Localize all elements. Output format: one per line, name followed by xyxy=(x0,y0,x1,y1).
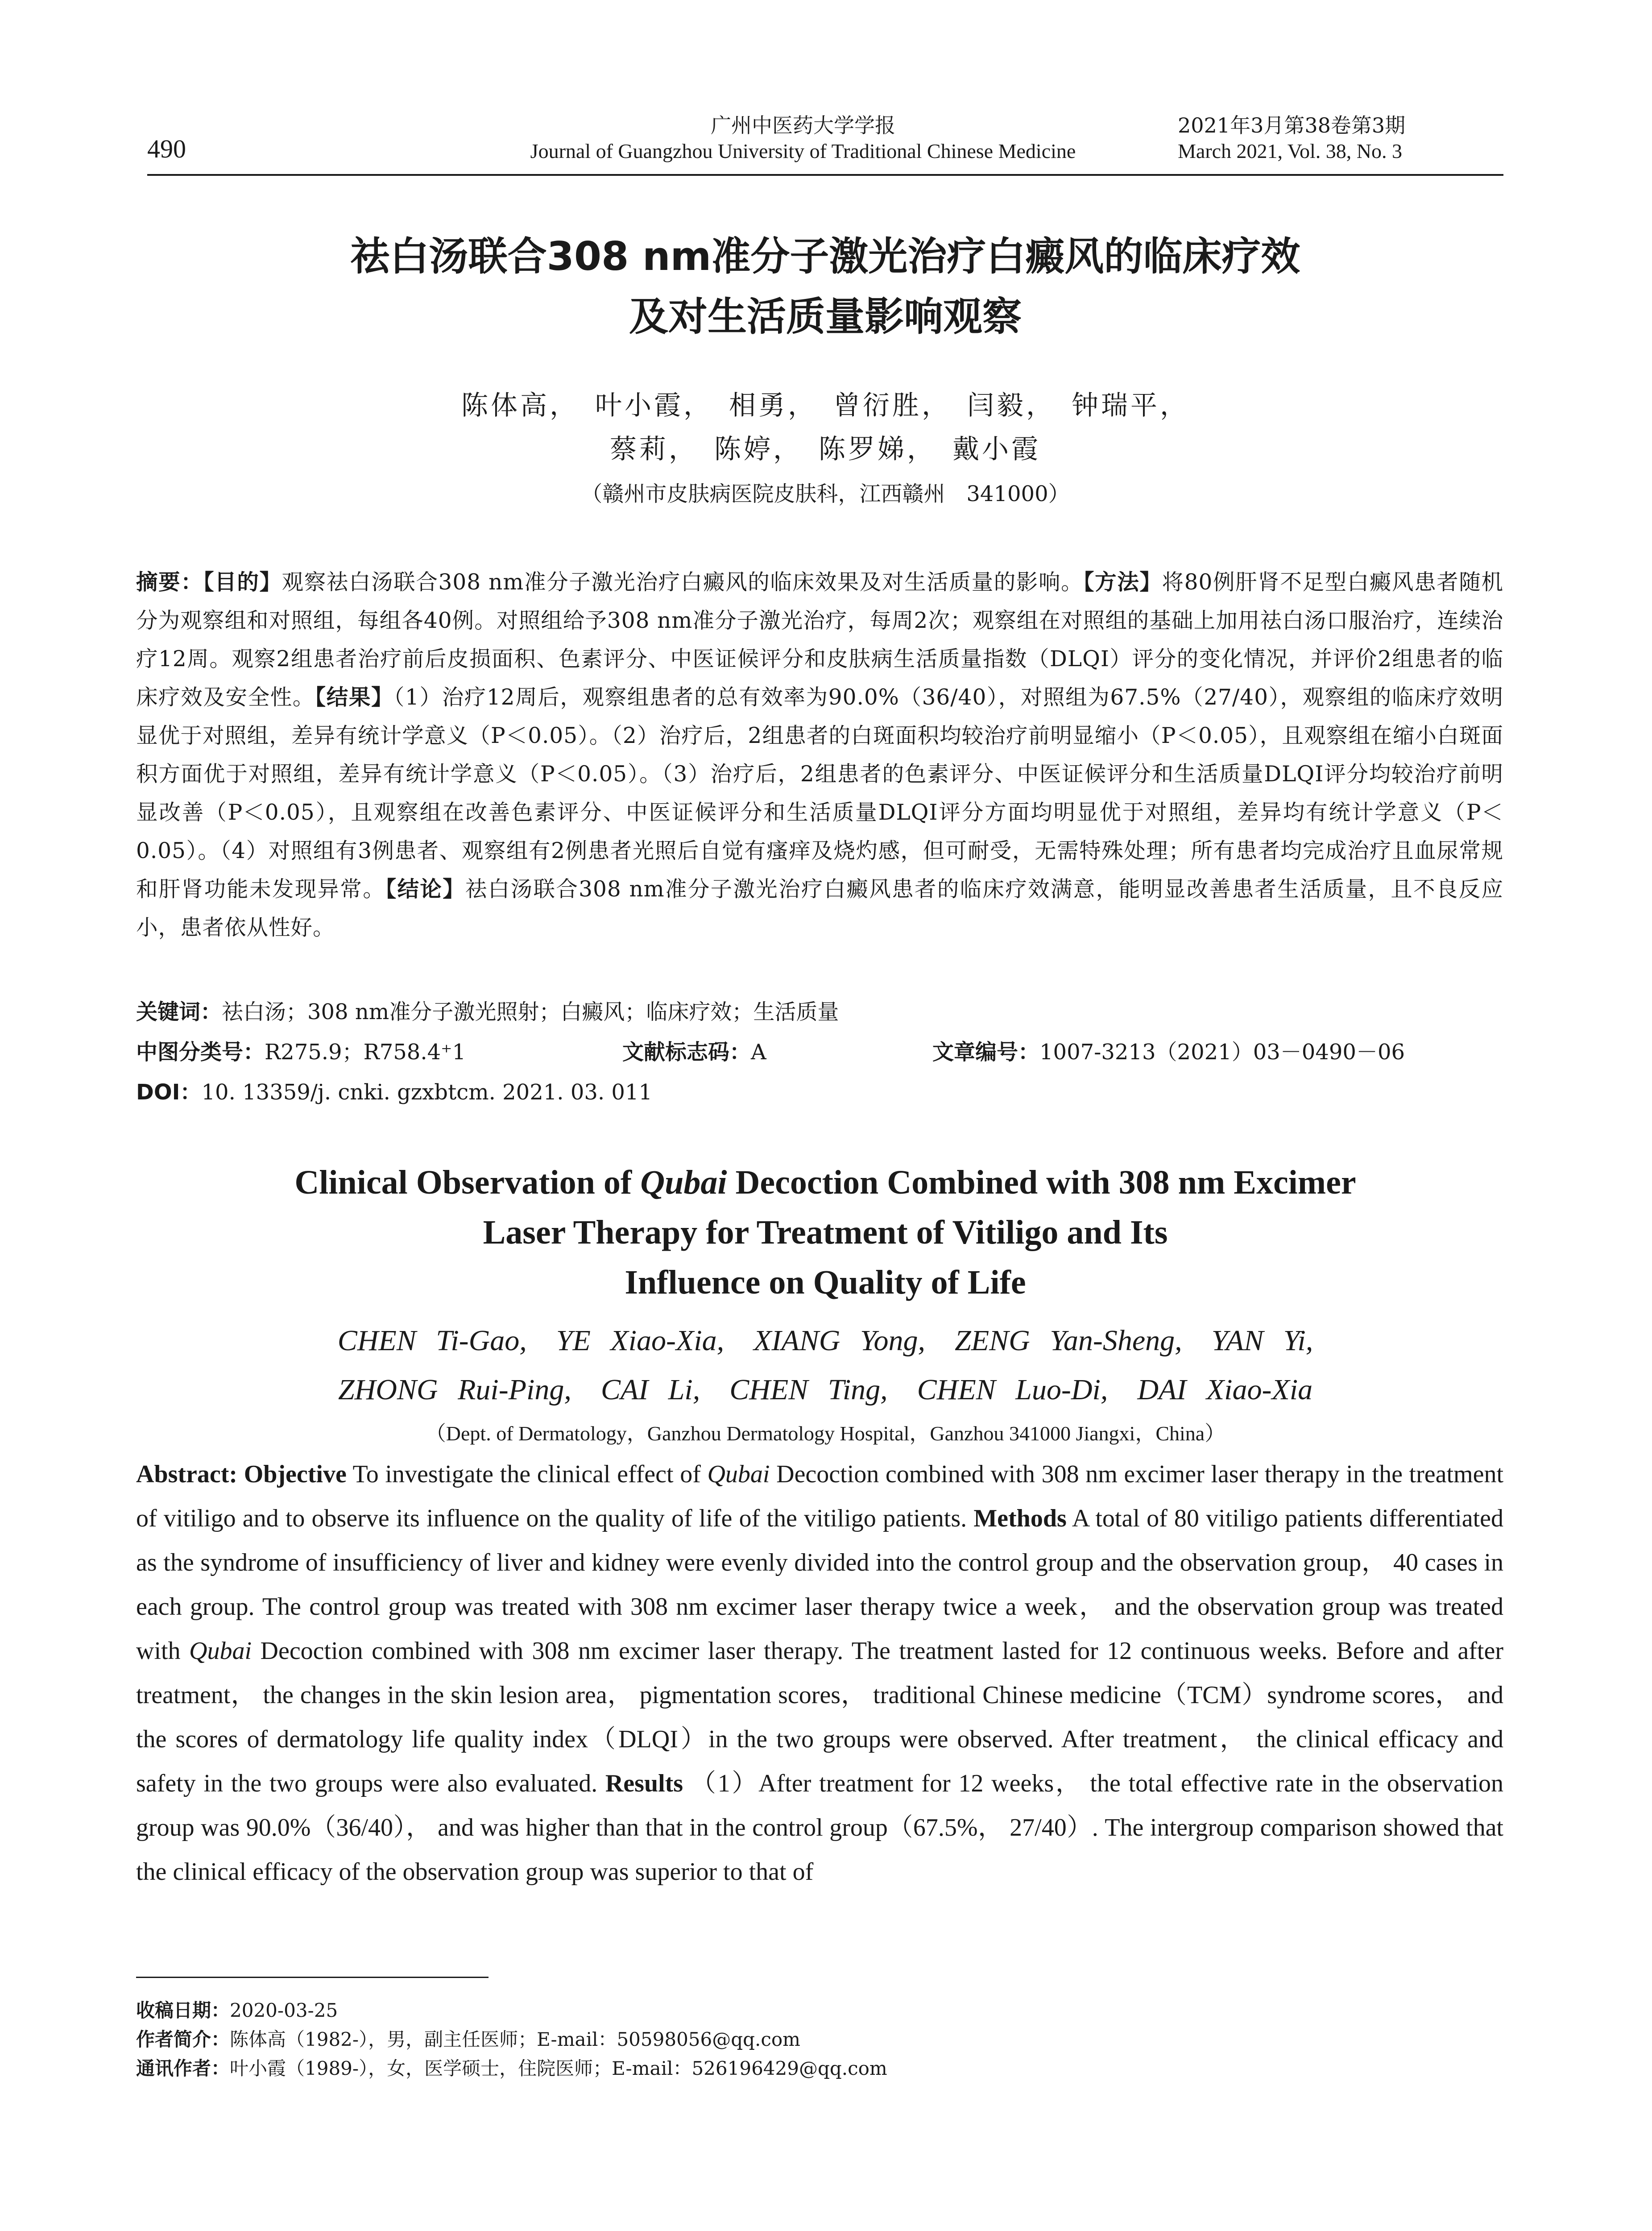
title-en-part: Clinical Observation of xyxy=(294,1164,641,1201)
methods-en-text: A total of 80 vitiligo patients differentiated as the syndrome of insufficiency of liver and kidney were evenly divided into the control group and the observation group， 40 cases in each group. The control group was treated with 308 nm excimer laser therapy twice a week， and the observation group was treated with xyxy=(136,1505,1503,1665)
corresponding-text: 叶小霞（1989-），女，医学硕士，住院医师；E-mail：526196429@qq.com xyxy=(230,2057,887,2079)
abstract-cn xyxy=(136,563,1503,947)
results-cn-label: 【结果】 xyxy=(315,685,394,710)
article-title-cn-line1: 祛白汤联合308 nm准分子激光治疗白癜风的临床疗效 xyxy=(350,233,1300,279)
doc-code-line xyxy=(622,1034,766,1070)
title-en-part: Decoction Combined with 308 nm Excimer xyxy=(727,1164,1356,1201)
article-number-value: 1007-3213（2021）03－0490－06 xyxy=(1039,1040,1405,1065)
footnote-corresponding xyxy=(136,2055,887,2082)
footnote-received xyxy=(136,1997,338,2024)
clc-line xyxy=(136,1034,466,1070)
objective-en-text: To investigate the clinical effect of xyxy=(346,1460,708,1488)
clc-label: 中图分类号： xyxy=(136,1040,265,1065)
doc-code-value: A xyxy=(751,1040,766,1065)
article-title-en-line3: Influence on Quality of Life xyxy=(625,1264,1026,1301)
journal-title-en: Journal of Guangzhou University of Traditional Chinese Medicine xyxy=(530,140,1076,162)
issue-info-en: March 2021, Vol. 38, No. 3 xyxy=(1178,140,1403,162)
article-number-line xyxy=(932,1034,1405,1070)
article-number-label: 文章编号： xyxy=(932,1040,1040,1065)
title-en-qubai: Qubai xyxy=(640,1164,727,1201)
affiliation-en: （Dept. of Dermatology，Ganzhou Dermatology Hospital，Ganzhou 341000 Jiangxi，China） xyxy=(425,1422,1226,1445)
objective-cn-text: 观察祛白汤联合308 nm准分子激光治疗白癜风的临床效果及对生活质量的影响。 xyxy=(282,570,1084,595)
received-label: 收稿日期： xyxy=(136,1999,230,2021)
keywords-label: 关键词： xyxy=(136,999,222,1024)
doi-line xyxy=(136,1074,652,1110)
footnote-author xyxy=(136,2026,800,2053)
issue-info-cn: 2021年3月第38卷第3期 xyxy=(1178,113,1406,137)
abstract-en-label: Abstract: xyxy=(136,1460,238,1488)
affiliation-cn: （赣州市皮肤病医院皮肤科，江西赣州 341000） xyxy=(581,481,1070,506)
abstract-cn-label: 摘要： xyxy=(136,570,203,595)
objective-en-text: Decoction combined with 308 nm excimer laser therapy in the treatment of vitiligo and to observe its influence on the quality of life of the vitiligo patients. xyxy=(136,1460,1504,1532)
results-en-text: （1）After treatment for 12 weeks， the total effective rate in the observation group was 90.0%（36/40）， and was higher than that in the control group（67.5%， 27/40）. The intergroup comparison showed that the clinical efficacy of the observation group was superior to that of xyxy=(136,1770,1503,1886)
methods-cn-text: 将80例肝肾不足型白癜风患者随机分为观察组和对照组，每组各40例。对照组给予308 nm准分子激光治疗，每周2次；观察组在对照组的基础上加用祛白汤口服治疗，连续治疗12周。观察2组患者治疗前后皮损面积、色素评分、中医证候评分和皮肤病生活质量指数（DLQI）评分的变化情况，并评价2组患者的临床疗效及安全性。 xyxy=(136,570,1503,710)
article-title-cn-line2: 及对生活质量影响观察 xyxy=(629,294,1022,340)
qubai-term: Qubai xyxy=(707,1460,770,1488)
conclusion-cn-text: 祛白汤联合308 nm准分子激光治疗白癜风患者的临床疗效满意，能明显改善患者生活质量，且不良反应小，患者依从性好。 xyxy=(136,877,1503,940)
methods-en-label: Methods xyxy=(973,1505,1067,1532)
clc-value: R275.9；R758.4⁺1 xyxy=(265,1040,466,1065)
doi-value: 10. 13359/j. cnki. gzxbtcm. 2021. 03. 011 xyxy=(201,1080,653,1105)
author-bio-label: 作者简介： xyxy=(136,2028,230,2050)
corresponding-label: 通讯作者： xyxy=(136,2057,230,2079)
objective-en-label: Objective xyxy=(244,1460,347,1488)
received-date: 2020-03-25 xyxy=(230,1999,338,2021)
abstract-en xyxy=(136,1452,1503,1894)
doi-label: DOI： xyxy=(136,1080,202,1105)
qubai-term: Qubai xyxy=(189,1637,252,1665)
doc-code-label: 文献标志码： xyxy=(622,1040,751,1065)
authors-cn-line1: 陈体高， 叶小霞， 相勇， 曾衍胜， 闫毅， 钟瑞平， xyxy=(461,390,1189,421)
results-en-label: Results xyxy=(605,1770,683,1797)
authors-en-line2: ZHONG Rui-Ping, CAI Li, CHEN Ting, CHEN Luo-Di, DAI Xiao-Xia xyxy=(338,1373,1313,1406)
article-title-en-line2: Laser Therapy for Treatment of Vitiligo and Its xyxy=(483,1214,1168,1251)
conclusion-cn-label: 【结论】 xyxy=(385,877,466,902)
objective-cn-label: 【目的】 xyxy=(203,570,282,595)
footnote-divider xyxy=(136,1977,489,1978)
keywords-line xyxy=(136,994,1503,1030)
methods-en-text: Decoction combined with 308 nm excimer laser therapy. The treatment lasted for 12 continuous weeks. Before and after treatment， the changes in the skin lesion area， pigmentation scores， traditional Chinese medicine（TCM）syndrome scores， and the scores of dermatology life quality index（DLQI）in the two groups were observed. After treatment， the clinical efficacy and safety in the two groups were also evaluated. xyxy=(136,1637,1503,1797)
keywords-text: 祛白汤；308 nm准分子激光照射；白癜风；临床疗效；生活质量 xyxy=(222,999,839,1024)
author-bio-text: 陈体高（1982-），男，副主任医师；E-mail：50598056@qq.com xyxy=(230,2028,800,2050)
page-number: 490 xyxy=(147,134,186,163)
header-divider xyxy=(147,174,1503,176)
results-cn-text: （1）治疗12周后，观察组患者的总有效率为90.0%（36/40），对照组为67.5%（27/40），观察组的临床疗效明显优于对照组，差异有统计学意义（P＜0.05）。（2）治疗后，2组患者的白斑面积均较治疗前明显缩小（P＜0.05），且观察组在缩小白斑面积方面优于对照组，差异有统计学意义（P＜0.05）。（3）治疗后，2组患者的色素评分、中医证候评分和生活质量DLQI评分均较治疗前明显改善（P＜0.05），且观察组在改善色素评分、中医证候评分和生活质量DLQI评分方面均明显优于对照组，差异均有统计学意义（P＜0.05）。（4）对照组有3例患者、观察组有2例患者光照后自觉有瘙痒及烧灼感，但可耐受，无需特殊处理；所有患者均完成治疗且血尿常规和肝肾功能未发现异常。 xyxy=(136,685,1503,902)
methods-cn-label: 【方法】 xyxy=(1083,570,1162,595)
authors-cn-line2: 蔡莉， 陈婷， 陈罗娣， 戴小霞 xyxy=(610,434,1041,465)
article-title-en-line1 xyxy=(147,1157,1503,1207)
authors-en-line1: CHEN Ti-Gao, YE Xiao-Xia, XIANG Yong, ZENG Yan-Sheng, YAN Yi, xyxy=(337,1324,1313,1357)
journal-title-cn: 广州中医药大学学报 xyxy=(711,113,895,137)
